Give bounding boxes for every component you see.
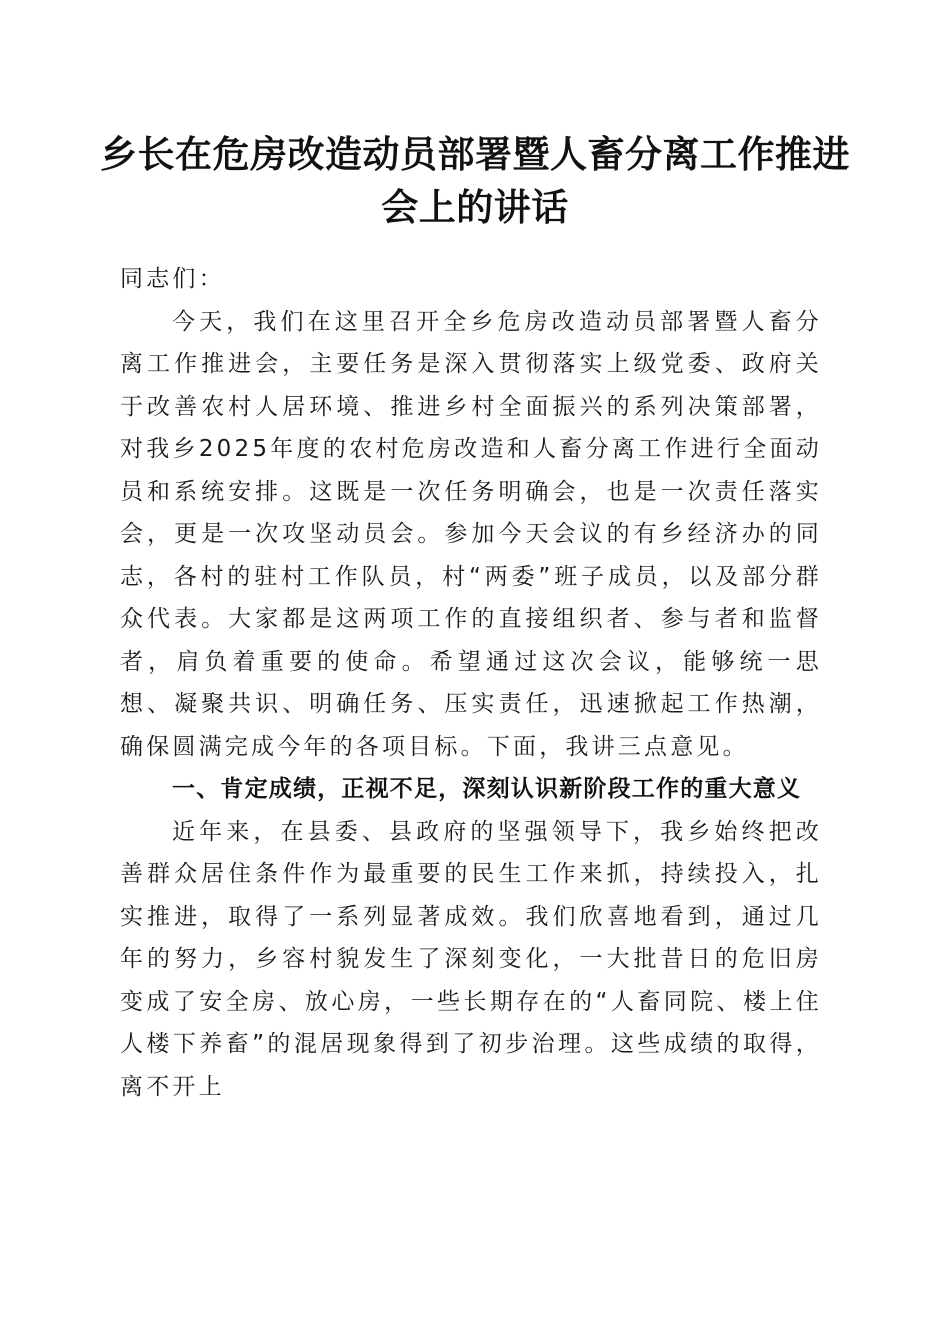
title-line-2: 会上的讲话 [381,185,569,229]
title-line-1: 乡长在危房改造动员部署暨人畜分离工作推进 [100,132,850,176]
document-body [120,258,822,1108]
salutation: 同志们： [120,266,225,292]
paragraph-achievements: 近年来，在县委、县政府的坚强领导下，我乡始终把改善群众居住条件作为最重要的民生工作来抓，持续投入，扎实推进，取得了一系列显著成效。我们欣喜地看到，通过几年的努力，乡容村貌发生了深刻变化，一大批昔日的危旧房变成了安全房、放心房，一些长期存在的“人畜同院、楼上住人楼下养畜”的混居现象得到了初步治理。这些成绩的取得，离不开上 [120,818,822,1100]
document-title [100,128,850,234]
paragraph-opening: 今天，我们在这里召开全乡危房改造动员部署暨人畜分离工作推进会，主要任务是深入贯彻落实上级党委、政府关于改善农村人居环境、推进乡村全面振兴的系列决策部署，对我乡2025年度的农村危房改造和人畜分离工作进行全面动员和系统安排。这既是一次任务明确会，也是一次责任落实会，更是一次攻坚动员会。参加今天会议的有乡经济办的同志，各村的驻村工作队员，村“两委”班子成员，以及部分群众代表。大家都是这两项工作的直接组织者、参与者和监督者，肩负着重要的使命。希望通过这次会议，能够统一思想、凝聚共识、明确任务、压实责任，迅速掀起工作热潮，确保圆满完成今年的各项目标。下面，我讲三点意见。 [120,308,822,760]
section-heading-1: 一、肯定成绩，正视不足，深刻认识新阶段工作的重大意义 [172,776,802,802]
